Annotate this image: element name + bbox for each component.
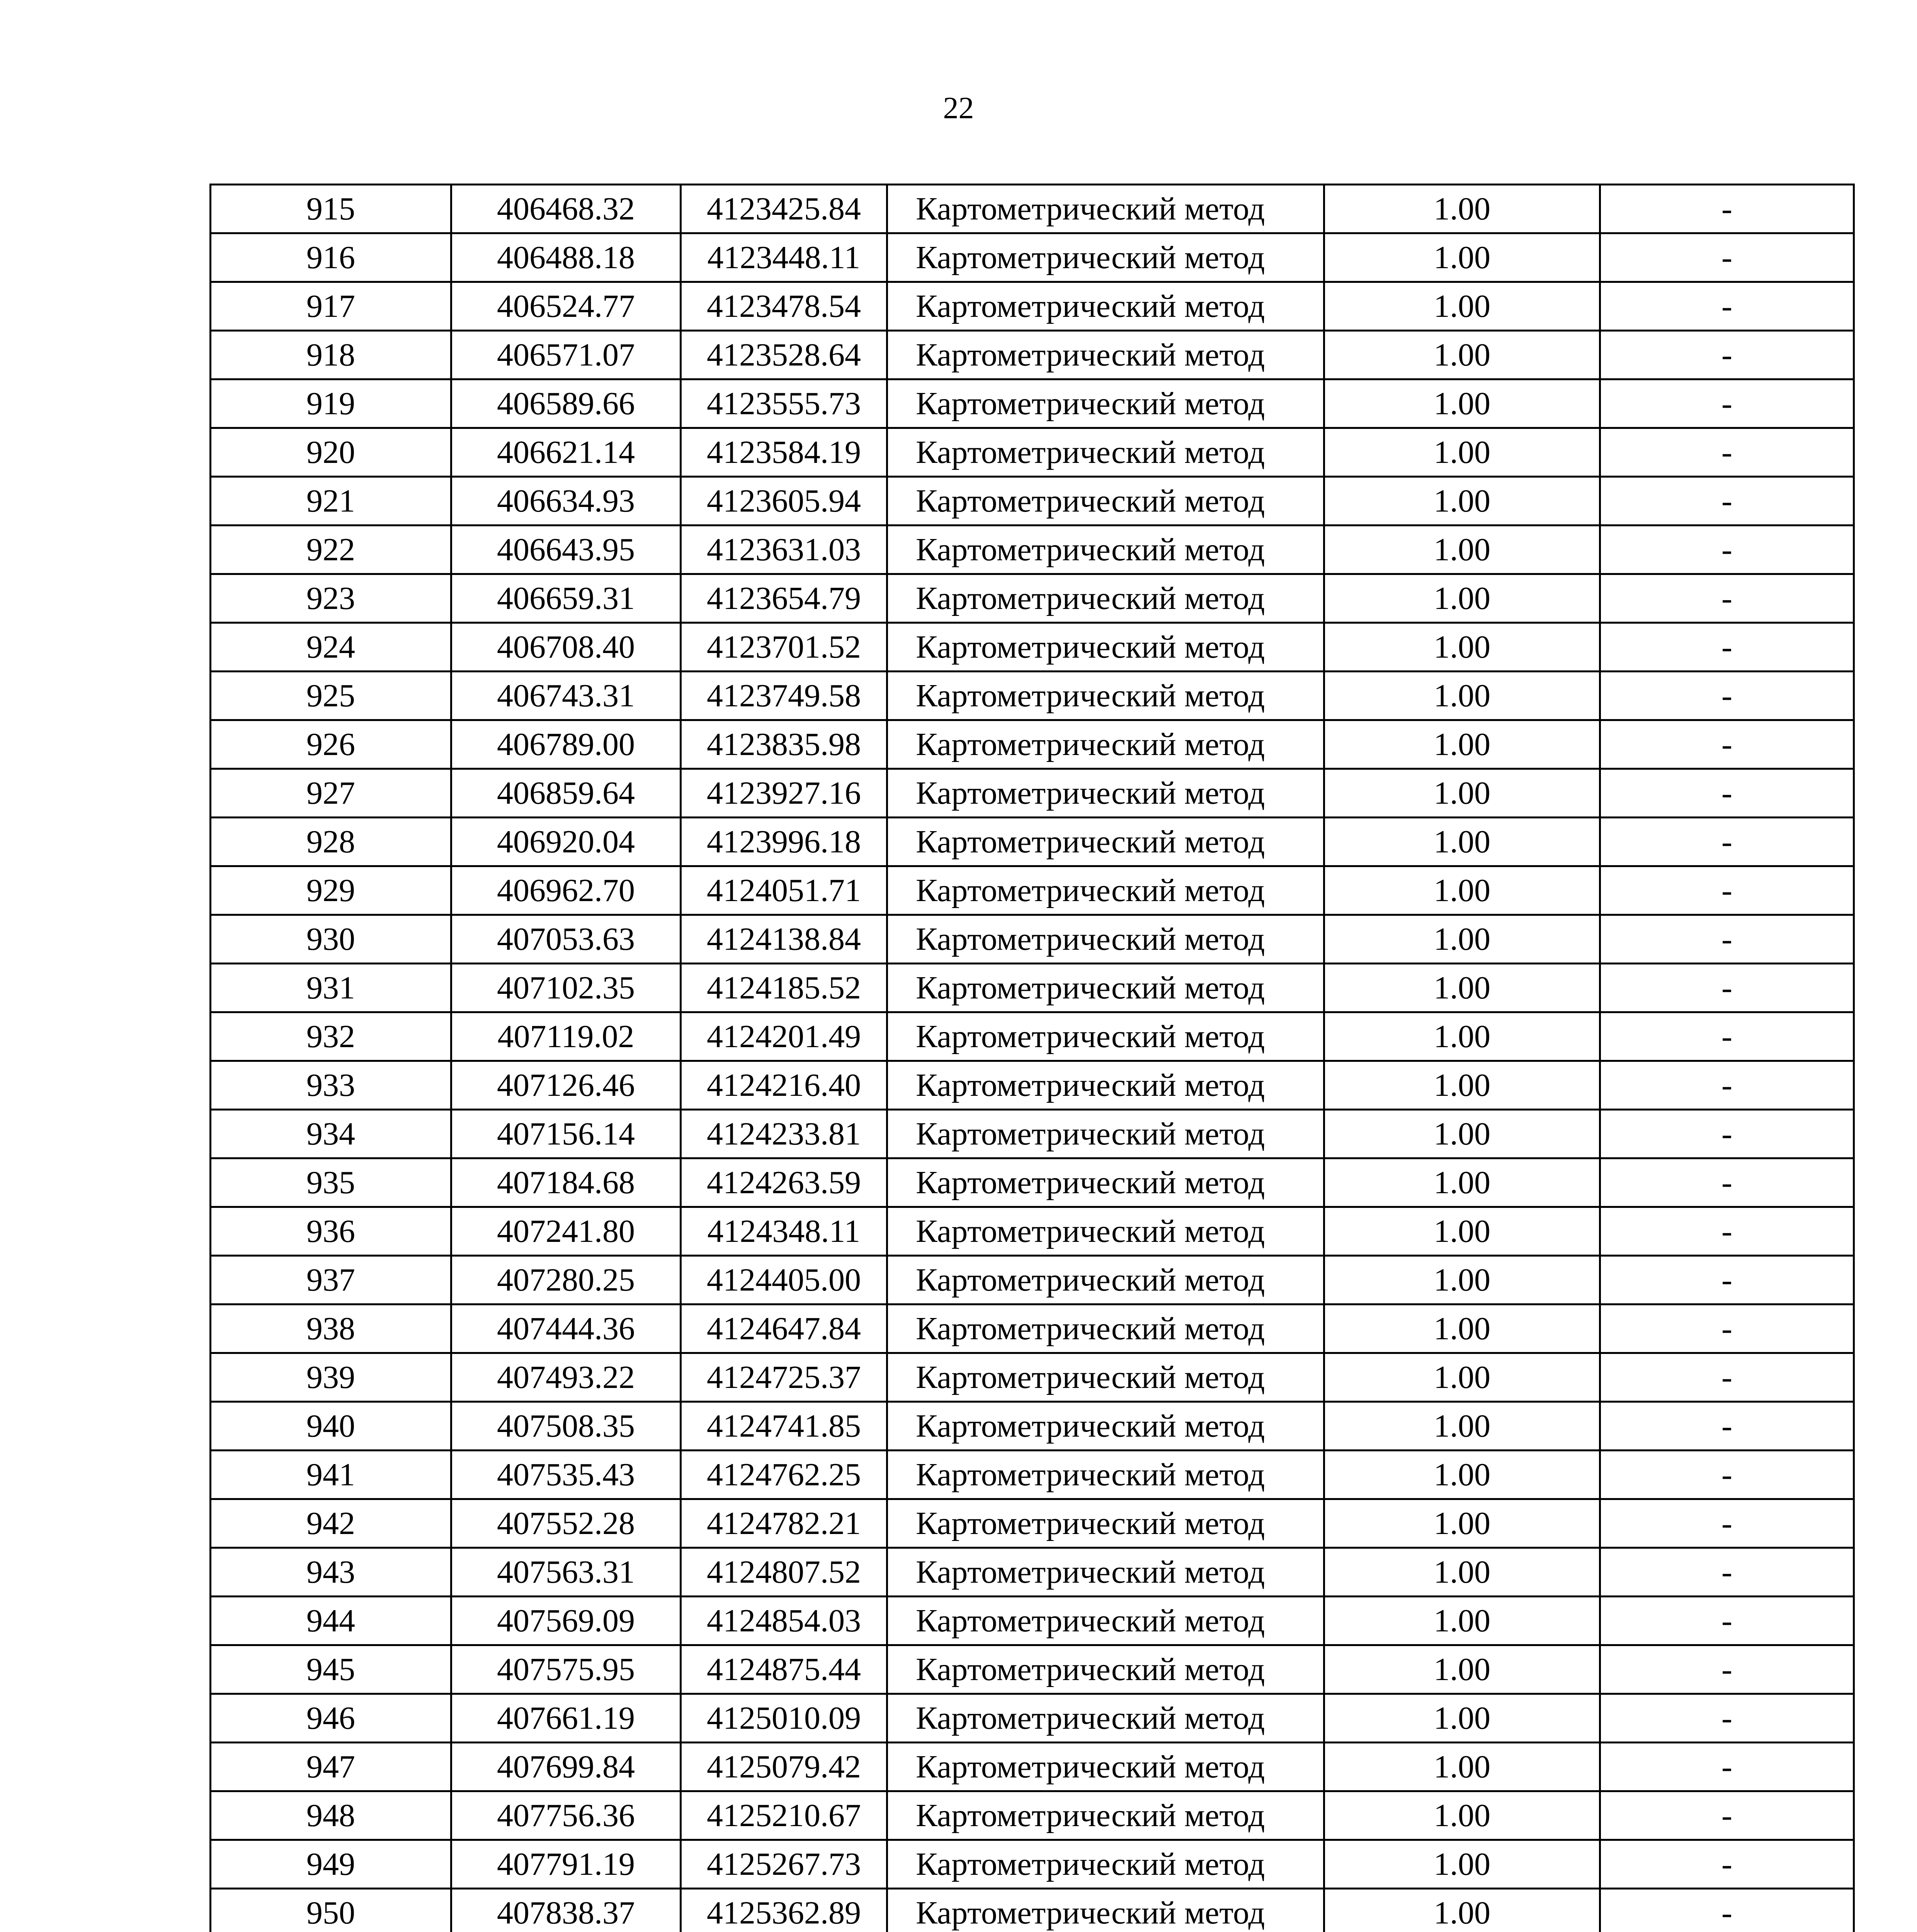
point-number-cell: 919 [211,379,451,428]
x-coordinate-cell: 406920.04 [451,818,681,866]
table-row [211,1158,1854,1207]
accuracy-cell: 1.00 [1324,866,1600,915]
note-cell: - [1600,1548,1854,1597]
y-coordinate-cell: 4123835.98 [681,720,887,769]
point-number-cell: 942 [211,1499,451,1548]
method-cell: Картометрический метод [887,1889,1324,1932]
note-cell: - [1600,1840,1854,1889]
x-coordinate-cell: 406524.77 [451,282,681,331]
y-coordinate-cell: 4124782.21 [681,1499,887,1548]
point-number-cell: 939 [211,1353,451,1402]
table-row [211,1304,1854,1353]
x-coordinate-cell: 407280.25 [451,1256,681,1304]
x-coordinate-cell: 407535.43 [451,1451,681,1499]
method-cell: Картометрический метод [887,1791,1324,1840]
method-cell: Картометрический метод [887,1207,1324,1256]
method-cell: Картометрический метод [887,623,1324,672]
note-cell: - [1600,1499,1854,1548]
point-number-cell: 921 [211,477,451,526]
accuracy-cell: 1.00 [1324,1207,1600,1256]
table-row [211,1597,1854,1645]
point-number-cell: 916 [211,233,451,282]
point-number-cell: 947 [211,1743,451,1791]
note-cell: - [1600,1158,1854,1207]
point-number-cell: 941 [211,1451,451,1499]
accuracy-cell: 1.00 [1324,574,1600,623]
x-coordinate-cell: 406962.70 [451,866,681,915]
note-cell: - [1600,915,1854,964]
note-cell: - [1600,1645,1854,1694]
method-cell: Картометрический метод [887,428,1324,477]
accuracy-cell: 1.00 [1324,1110,1600,1158]
x-coordinate-cell: 406488.18 [451,233,681,282]
method-cell: Картометрический метод [887,331,1324,379]
table-row [211,769,1854,818]
note-cell: - [1600,1207,1854,1256]
method-cell: Картометрический метод [887,574,1324,623]
y-coordinate-cell: 4124051.71 [681,866,887,915]
method-cell: Картометрический метод [887,1694,1324,1743]
accuracy-cell: 1.00 [1324,1061,1600,1110]
note-cell: - [1600,282,1854,331]
accuracy-cell: 1.00 [1324,1645,1600,1694]
table-row [211,1694,1854,1743]
table-row [211,1840,1854,1889]
accuracy-cell: 1.00 [1324,233,1600,282]
x-coordinate-cell: 407699.84 [451,1743,681,1791]
note-cell: - [1600,233,1854,282]
method-cell: Картометрический метод [887,1451,1324,1499]
method-cell: Картометрический метод [887,1061,1324,1110]
x-coordinate-cell: 406743.31 [451,672,681,720]
method-cell: Картометрический метод [887,720,1324,769]
x-coordinate-cell: 406571.07 [451,331,681,379]
x-coordinate-cell: 406634.93 [451,477,681,526]
note-cell: - [1600,185,1854,233]
point-number-cell: 927 [211,769,451,818]
point-number-cell: 928 [211,818,451,866]
table-row [211,233,1854,282]
accuracy-cell: 1.00 [1324,379,1600,428]
point-number-cell: 930 [211,915,451,964]
accuracy-cell: 1.00 [1324,672,1600,720]
note-cell: - [1600,1012,1854,1061]
table-row [211,964,1854,1012]
accuracy-cell: 1.00 [1324,526,1600,574]
x-coordinate-cell: 407126.46 [451,1061,681,1110]
x-coordinate-cell: 407661.19 [451,1694,681,1743]
note-cell: - [1600,1743,1854,1791]
method-cell: Картометрический метод [887,964,1324,1012]
method-cell: Картометрический метод [887,915,1324,964]
table-row [211,1207,1854,1256]
table-row [211,720,1854,769]
point-number-cell: 922 [211,526,451,574]
method-cell: Картометрический метод [887,1645,1324,1694]
note-cell: - [1600,964,1854,1012]
table-row [211,1012,1854,1061]
accuracy-cell: 1.00 [1324,1743,1600,1791]
coordinates-table-body [211,185,1854,1932]
table-row [211,1402,1854,1451]
method-cell: Картометрический метод [887,1012,1324,1061]
x-coordinate-cell: 406643.95 [451,526,681,574]
table-row [211,1451,1854,1499]
accuracy-cell: 1.00 [1324,1548,1600,1597]
point-number-cell: 929 [211,866,451,915]
accuracy-cell: 1.00 [1324,1499,1600,1548]
method-cell: Картометрический метод [887,1402,1324,1451]
note-cell: - [1600,720,1854,769]
accuracy-cell: 1.00 [1324,1451,1600,1499]
x-coordinate-cell: 407508.35 [451,1402,681,1451]
accuracy-cell: 1.00 [1324,769,1600,818]
y-coordinate-cell: 4123654.79 [681,574,887,623]
accuracy-cell: 1.00 [1324,477,1600,526]
note-cell: - [1600,1791,1854,1840]
y-coordinate-cell: 4124647.84 [681,1304,887,1353]
y-coordinate-cell: 4125079.42 [681,1743,887,1791]
method-cell: Картометрический метод [887,233,1324,282]
note-cell: - [1600,1304,1854,1353]
table-row [211,672,1854,720]
point-number-cell: 924 [211,623,451,672]
x-coordinate-cell: 407569.09 [451,1597,681,1645]
note-cell: - [1600,428,1854,477]
y-coordinate-cell: 4124348.11 [681,1207,887,1256]
y-coordinate-cell: 4125267.73 [681,1840,887,1889]
y-coordinate-cell: 4123555.73 [681,379,887,428]
accuracy-cell: 1.00 [1324,1158,1600,1207]
x-coordinate-cell: 407102.35 [451,964,681,1012]
accuracy-cell: 1.00 [1324,1840,1600,1889]
x-coordinate-cell: 407575.95 [451,1645,681,1694]
table-row [211,526,1854,574]
method-cell: Картометрический метод [887,185,1324,233]
x-coordinate-cell: 406468.32 [451,185,681,233]
note-cell: - [1600,672,1854,720]
method-cell: Картометрический метод [887,526,1324,574]
y-coordinate-cell: 4123605.94 [681,477,887,526]
accuracy-cell: 1.00 [1324,1889,1600,1932]
x-coordinate-cell: 407241.80 [451,1207,681,1256]
accuracy-cell: 1.00 [1324,964,1600,1012]
table-row [211,1061,1854,1110]
x-coordinate-cell: 406589.66 [451,379,681,428]
y-coordinate-cell: 4123631.03 [681,526,887,574]
point-number-cell: 944 [211,1597,451,1645]
y-coordinate-cell: 4124185.52 [681,964,887,1012]
method-cell: Картометрический метод [887,1158,1324,1207]
y-coordinate-cell: 4123701.52 [681,623,887,672]
method-cell: Картометрический метод [887,672,1324,720]
x-coordinate-cell: 407756.36 [451,1791,681,1840]
point-number-cell: 926 [211,720,451,769]
y-coordinate-cell: 4124741.85 [681,1402,887,1451]
method-cell: Картометрический метод [887,866,1324,915]
accuracy-cell: 1.00 [1324,185,1600,233]
x-coordinate-cell: 406659.31 [451,574,681,623]
y-coordinate-cell: 4123749.58 [681,672,887,720]
note-cell: - [1600,1256,1854,1304]
table-row [211,1110,1854,1158]
point-number-cell: 923 [211,574,451,623]
method-cell: Картометрический метод [887,379,1324,428]
point-number-cell: 948 [211,1791,451,1840]
accuracy-cell: 1.00 [1324,915,1600,964]
table-row [211,282,1854,331]
x-coordinate-cell: 407838.37 [451,1889,681,1932]
table-row [211,818,1854,866]
y-coordinate-cell: 4125210.67 [681,1791,887,1840]
table-row [211,1256,1854,1304]
accuracy-cell: 1.00 [1324,1256,1600,1304]
y-coordinate-cell: 4124875.44 [681,1645,887,1694]
accuracy-cell: 1.00 [1324,428,1600,477]
method-cell: Картометрический метод [887,1840,1324,1889]
table-row [211,1743,1854,1791]
method-cell: Картометрический метод [887,1499,1324,1548]
y-coordinate-cell: 4124201.49 [681,1012,887,1061]
note-cell: - [1600,623,1854,672]
x-coordinate-cell: 407552.28 [451,1499,681,1548]
table-row [211,1499,1854,1548]
method-cell: Картометрический метод [887,282,1324,331]
point-number-cell: 920 [211,428,451,477]
table-row [211,477,1854,526]
point-number-cell: 950 [211,1889,451,1932]
note-cell: - [1600,818,1854,866]
x-coordinate-cell: 407791.19 [451,1840,681,1889]
accuracy-cell: 1.00 [1324,818,1600,866]
method-cell: Картометрический метод [887,1110,1324,1158]
y-coordinate-cell: 4125010.09 [681,1694,887,1743]
accuracy-cell: 1.00 [1324,623,1600,672]
y-coordinate-cell: 4123425.84 [681,185,887,233]
x-coordinate-cell: 406859.64 [451,769,681,818]
note-cell: - [1600,1451,1854,1499]
table-row [211,1353,1854,1402]
method-cell: Картометрический метод [887,1743,1324,1791]
method-cell: Картометрический метод [887,1353,1324,1402]
point-number-cell: 934 [211,1110,451,1158]
point-number-cell: 931 [211,964,451,1012]
y-coordinate-cell: 4123478.54 [681,282,887,331]
point-number-cell: 938 [211,1304,451,1353]
y-coordinate-cell: 4123448.11 [681,233,887,282]
y-coordinate-cell: 4124216.40 [681,1061,887,1110]
accuracy-cell: 1.00 [1324,1694,1600,1743]
note-cell: - [1600,379,1854,428]
point-number-cell: 949 [211,1840,451,1889]
x-coordinate-cell: 406708.40 [451,623,681,672]
accuracy-cell: 1.00 [1324,1012,1600,1061]
point-number-cell: 925 [211,672,451,720]
y-coordinate-cell: 4124762.25 [681,1451,887,1499]
y-coordinate-cell: 4123927.16 [681,769,887,818]
x-coordinate-cell: 406621.14 [451,428,681,477]
method-cell: Картометрический метод [887,1256,1324,1304]
point-number-cell: 917 [211,282,451,331]
point-number-cell: 943 [211,1548,451,1597]
note-cell: - [1600,331,1854,379]
accuracy-cell: 1.00 [1324,1353,1600,1402]
table-row [211,428,1854,477]
method-cell: Картометрический метод [887,818,1324,866]
accuracy-cell: 1.00 [1324,1402,1600,1451]
y-coordinate-cell: 4124854.03 [681,1597,887,1645]
point-number-cell: 918 [211,331,451,379]
table-row [211,1791,1854,1840]
point-number-cell: 933 [211,1061,451,1110]
note-cell: - [1600,1597,1854,1645]
note-cell: - [1600,526,1854,574]
y-coordinate-cell: 4124725.37 [681,1353,887,1402]
page-number: 22 [943,91,974,125]
coordinates-table [209,184,1855,1932]
accuracy-cell: 1.00 [1324,1304,1600,1353]
x-coordinate-cell: 407444.36 [451,1304,681,1353]
method-cell: Картометрический метод [887,477,1324,526]
table-row [211,1889,1854,1932]
y-coordinate-cell: 4123528.64 [681,331,887,379]
x-coordinate-cell: 407156.14 [451,1110,681,1158]
y-coordinate-cell: 4123996.18 [681,818,887,866]
accuracy-cell: 1.00 [1324,720,1600,769]
x-coordinate-cell: 407563.31 [451,1548,681,1597]
table-row [211,1548,1854,1597]
y-coordinate-cell: 4124233.81 [681,1110,887,1158]
table-row [211,379,1854,428]
accuracy-cell: 1.00 [1324,1597,1600,1645]
table-row [211,866,1854,915]
point-number-cell: 940 [211,1402,451,1451]
accuracy-cell: 1.00 [1324,282,1600,331]
table-row [211,1645,1854,1694]
point-number-cell: 932 [211,1012,451,1061]
y-coordinate-cell: 4124138.84 [681,915,887,964]
note-cell: - [1600,1694,1854,1743]
note-cell: - [1600,1402,1854,1451]
method-cell: Картометрический метод [887,1304,1324,1353]
point-number-cell: 937 [211,1256,451,1304]
note-cell: - [1600,574,1854,623]
note-cell: - [1600,1061,1854,1110]
note-cell: - [1600,1353,1854,1402]
x-coordinate-cell: 407184.68 [451,1158,681,1207]
x-coordinate-cell: 407493.22 [451,1353,681,1402]
table-row [211,574,1854,623]
note-cell: - [1600,477,1854,526]
table-row [211,185,1854,233]
method-cell: Картометрический метод [887,1548,1324,1597]
accuracy-cell: 1.00 [1324,331,1600,379]
table-row [211,331,1854,379]
table-row [211,623,1854,672]
note-cell: - [1600,1110,1854,1158]
accuracy-cell: 1.00 [1324,1791,1600,1840]
method-cell: Картометрический метод [887,1597,1324,1645]
x-coordinate-cell: 406789.00 [451,720,681,769]
y-coordinate-cell: 4123584.19 [681,428,887,477]
point-number-cell: 945 [211,1645,451,1694]
point-number-cell: 935 [211,1158,451,1207]
point-number-cell: 946 [211,1694,451,1743]
note-cell: - [1600,1889,1854,1932]
x-coordinate-cell: 407053.63 [451,915,681,964]
y-coordinate-cell: 4124807.52 [681,1548,887,1597]
method-cell: Картометрический метод [887,769,1324,818]
y-coordinate-cell: 4124405.00 [681,1256,887,1304]
y-coordinate-cell: 4124263.59 [681,1158,887,1207]
table-row [211,915,1854,964]
point-number-cell: 936 [211,1207,451,1256]
x-coordinate-cell: 407119.02 [451,1012,681,1061]
point-number-cell: 915 [211,185,451,233]
y-coordinate-cell: 4125362.89 [681,1889,887,1932]
note-cell: - [1600,769,1854,818]
note-cell: - [1600,866,1854,915]
